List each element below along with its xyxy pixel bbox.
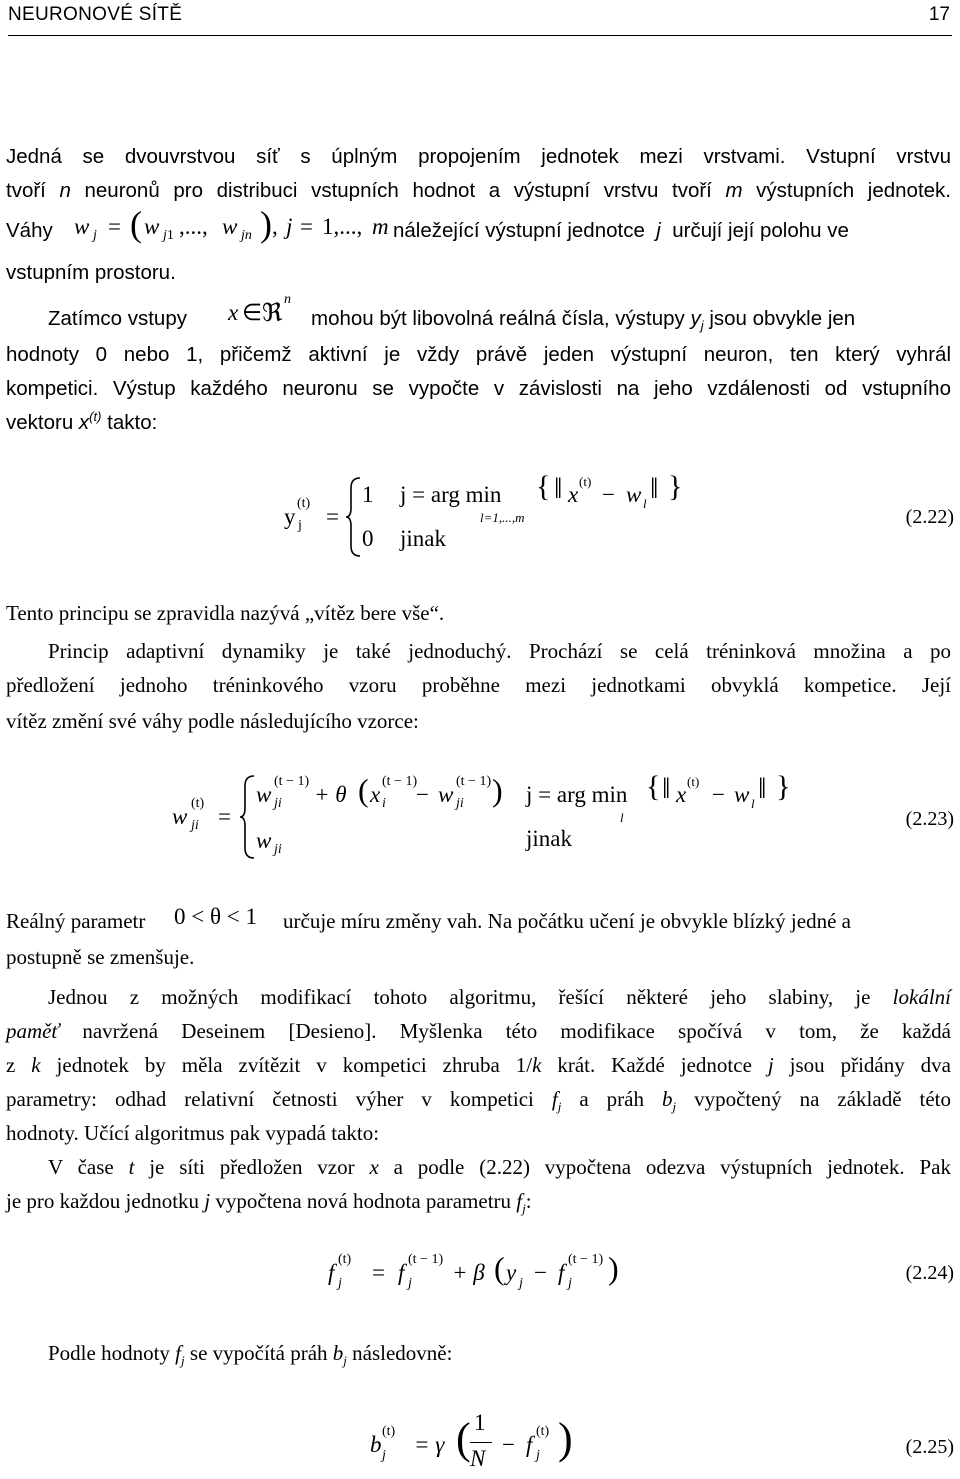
sub-j: j	[557, 1099, 562, 1115]
text: jsou obvykle jen	[709, 307, 856, 330]
para2-line4	[6, 406, 157, 440]
para2-line2: hodnoty 0 nebo 1, přičemž aktivní je vždy právě jeden výstupní neuron, ten který vyhrál	[6, 343, 951, 366]
brace-close: }	[668, 470, 683, 503]
eq-sub: j	[338, 1276, 342, 1291]
frac-numerator: 1	[474, 1410, 486, 1435]
norm-x: x	[568, 482, 579, 507]
text: takto:	[101, 411, 158, 434]
text: krát. Každé jednotce	[541, 1053, 768, 1077]
text: určují její polohu ve	[672, 219, 849, 242]
term-italic: lokální	[892, 985, 951, 1009]
plus-theta: + θ	[314, 782, 347, 807]
case2-value: 0	[362, 526, 374, 551]
equation-2-24	[328, 1248, 628, 1298]
f: f	[558, 1260, 565, 1285]
para4-line2: postupně se zmenšuje.	[6, 945, 195, 969]
text: je síti předložen vzor	[134, 1155, 370, 1179]
para3-line3: předložení jednoho tréninkového vzoru proběhne mezi jednotkami obvyklá kompetice. Její	[6, 673, 951, 697]
frac-denominator: N	[470, 1446, 486, 1471]
sup: (t − 1)	[408, 1252, 444, 1267]
var-k: k	[31, 1053, 41, 1077]
left-brace	[344, 476, 364, 558]
equation-number-2-25: (2.25)	[905, 1436, 954, 1458]
para5-line5: hodnoty. Učící algoritmus pak vypadá takto:	[6, 1121, 380, 1145]
eq-lhs: f	[328, 1260, 335, 1285]
text: z	[6, 1053, 32, 1077]
para1-line3-label: Váhy	[6, 219, 53, 242]
eq-equals: =	[326, 504, 339, 529]
running-header	[8, 4, 952, 34]
sup: (t − 1)	[568, 1252, 604, 1267]
sub: j	[519, 1276, 523, 1291]
var-j: j	[204, 1189, 211, 1213]
var-x: x	[369, 1155, 379, 1179]
var-j: j	[656, 219, 661, 242]
brace-open: {	[646, 770, 661, 803]
eq-sub: j	[382, 1448, 386, 1463]
case1-condition: j = arg min	[400, 482, 502, 507]
sup-t: (t)	[89, 409, 102, 425]
var-m: m	[725, 179, 743, 202]
text: následovně:	[346, 1341, 453, 1365]
norm-sup: (t)	[579, 474, 592, 489]
paren-close: )	[608, 1250, 619, 1286]
argmin-subscript: l=1,...,m	[480, 510, 525, 525]
equation-number-2-24: (2.24)	[905, 1262, 954, 1284]
eq-sup: (t)	[338, 1252, 352, 1267]
para5-line7	[6, 1184, 532, 1218]
text: navržená Deseinem [Desieno]. Myšlenka této modifikace spočívá v tom, že každá	[59, 1019, 951, 1043]
sup: (t)	[536, 1424, 550, 1439]
header-rule	[8, 35, 952, 36]
argmin-subscript: l	[620, 810, 624, 825]
para5-line2	[6, 1014, 951, 1048]
para5-line4	[6, 1082, 951, 1116]
theta-range: 0 < θ < 1	[174, 904, 257, 929]
eq-sub: j	[298, 518, 302, 533]
para3-line2: Princip adaptivní dynamiky je také jednoduchý. Prochází se celá tréninková množina a po	[48, 639, 951, 663]
text: jednotek by měla zvítězit v kompetici zhruba 1/	[40, 1053, 533, 1077]
norm-bar: ‖	[662, 772, 671, 805]
norm-sub: l	[643, 496, 647, 511]
sub: j	[536, 1448, 540, 1463]
f: f	[398, 1260, 405, 1285]
eq-sup: (t)	[191, 796, 205, 811]
paren-close: )	[558, 1414, 573, 1463]
eq-equals: =	[218, 804, 231, 829]
eq-equals: =	[372, 1260, 385, 1285]
para5-line6	[48, 1150, 951, 1184]
para4-line1-label: Reálný parametr	[6, 909, 146, 933]
var-k: k	[532, 1053, 542, 1077]
var-x: x	[78, 411, 90, 434]
var-t: t	[128, 1155, 135, 1179]
theta-range-formula	[174, 900, 274, 936]
eq-equals-gamma: = γ	[414, 1432, 445, 1457]
minus: −	[534, 1260, 547, 1285]
norm-minus: −	[602, 482, 615, 507]
var-n: n	[59, 179, 71, 202]
sub-j: j	[700, 318, 704, 334]
text: a práh	[561, 1087, 662, 1111]
sub: i	[382, 796, 386, 811]
equation-number-2-23: (2.23)	[905, 808, 954, 830]
input-space-formula: x ∈ ℜ n	[228, 292, 291, 327]
norm-minus: −	[712, 782, 725, 807]
minus: −	[416, 782, 429, 807]
para3-line4: vítěz změní své váhy podle následujícího vzorce:	[6, 709, 419, 733]
norm-bar: ‖	[758, 772, 767, 805]
para4-line1-text: určuje míru změny vah. Na počátku učení je obvykle blízký jedné a	[283, 909, 851, 933]
text: neuronů pro distribuci vstupních hodnot a výstupní vrstvu tvoří	[70, 179, 726, 202]
var-f: f	[551, 1087, 558, 1111]
fraction-bar	[470, 1442, 492, 1443]
paren-open: (	[358, 772, 369, 808]
text: V čase	[48, 1155, 129, 1179]
sub-j: j	[522, 1201, 526, 1217]
norm-w: w	[734, 782, 750, 807]
minus: −	[502, 1432, 515, 1457]
para2-line1-text	[311, 302, 855, 336]
var-y: y	[690, 307, 701, 330]
para1-line2	[6, 174, 951, 208]
para5-line3	[6, 1048, 951, 1082]
term-italic: paměť	[6, 1019, 60, 1043]
para1-line4: vstupním prostoru.	[6, 261, 176, 284]
para2-line3: kompetici. Výstup každého neuronu se vypočte v závislosti na jeho vzdálenosti od vstupního	[6, 377, 951, 400]
text: vypočtena nová hodnota parametru	[210, 1189, 517, 1213]
sup: (t − 1)	[456, 774, 492, 789]
paren-open: (	[494, 1250, 505, 1286]
equation-2-22	[284, 470, 704, 564]
text: Jednou z možných modifikací tohoto algoritmu, řešící některé jeho slabiny, je	[48, 985, 893, 1009]
brace-open: {	[536, 470, 551, 503]
norm-x: x	[676, 782, 687, 807]
norm-bar: ‖	[650, 472, 659, 505]
x: x	[370, 782, 381, 807]
eq-lhs: w	[172, 804, 188, 829]
text: a podle (2.22) vypočtena odezva výstupních jednotek. Pak	[378, 1155, 952, 1179]
text: se vypočítá práh	[184, 1341, 333, 1365]
text: Podle hodnoty	[48, 1341, 176, 1365]
case2-condition: jinak	[526, 826, 572, 851]
var-b: b	[661, 1087, 673, 1111]
norm-w: w	[626, 482, 642, 507]
text: náležející výstupní jednotce	[393, 219, 645, 242]
case2-condition: jinak	[400, 526, 446, 551]
left-brace	[238, 774, 258, 860]
text: je pro každou jednotku	[6, 1189, 205, 1213]
text: parametry: odhad relativní četnosti výher v kompetici	[6, 1087, 552, 1111]
chapter-title: NEURONOVÉ SÍTĚ	[8, 4, 183, 25]
var-f: f	[516, 1189, 523, 1213]
page-number: 17	[928, 4, 950, 25]
w: w	[256, 828, 272, 853]
norm-sub: l	[751, 796, 755, 811]
sub: ji	[456, 796, 464, 811]
para1-line3-text	[393, 214, 849, 248]
case1-value: 1	[362, 482, 374, 507]
sup: (t − 1)	[382, 774, 418, 789]
text: tvoří	[6, 179, 60, 202]
text: vypočtený na základě této	[676, 1087, 951, 1111]
sup: (t − 1)	[274, 774, 310, 789]
y: y	[506, 1260, 517, 1285]
weights-formula: w j = ( w j1 ,..., w jn ) , j = 1,..., m	[74, 204, 389, 244]
paren-close: )	[492, 772, 503, 808]
text: jsou přidány dva	[773, 1053, 952, 1077]
equation-number-2-22: (2.22)	[905, 506, 954, 528]
eq-sub: ji	[191, 818, 199, 833]
eq-sup: (t)	[382, 1424, 396, 1439]
para3-line1: Tento principu se zpravidla nazývá „vítěz bere vše“.	[6, 601, 445, 625]
norm-sup: (t)	[687, 774, 700, 789]
eq-sup: (t)	[297, 496, 311, 511]
w: w	[256, 782, 272, 807]
eq-lhs: y	[284, 504, 296, 529]
sub-j: j	[672, 1099, 677, 1115]
sub: ji	[274, 796, 282, 811]
sub: j	[408, 1276, 412, 1291]
w: w	[438, 782, 454, 807]
paren-open: (	[456, 1414, 471, 1463]
text: mohou být libovolná reálná čísla, výstupy	[311, 307, 685, 330]
case1-condition: j = arg min	[526, 782, 628, 807]
f: f	[526, 1432, 533, 1457]
var-b: b	[332, 1341, 344, 1365]
brace-close: }	[776, 770, 791, 803]
para5-line1	[48, 980, 951, 1014]
plus-beta: + β	[452, 1260, 485, 1285]
text: výstupních jednotek.	[742, 179, 951, 202]
sub: ji	[274, 842, 282, 857]
para6-line1	[48, 1336, 452, 1370]
sub-j: j	[181, 1353, 185, 1369]
equation-2-25	[370, 1410, 590, 1476]
var-j: j	[767, 1053, 774, 1077]
eq-lhs: b	[370, 1432, 382, 1457]
para1-line1: Jedná se dvouvrstvou síť s úplným propojením jednotek mezi vrstvami. Vstupní vrstvu	[6, 145, 951, 168]
var-f: f	[175, 1341, 182, 1365]
sub: j	[568, 1276, 572, 1291]
sub-j: j	[343, 1353, 347, 1369]
equation-2-23	[172, 770, 812, 865]
text: :	[525, 1189, 532, 1213]
text: vektoru	[6, 411, 79, 434]
norm-bar: ‖	[554, 472, 557, 505]
para2-line1-label: Zatímco vstupy	[48, 307, 187, 330]
